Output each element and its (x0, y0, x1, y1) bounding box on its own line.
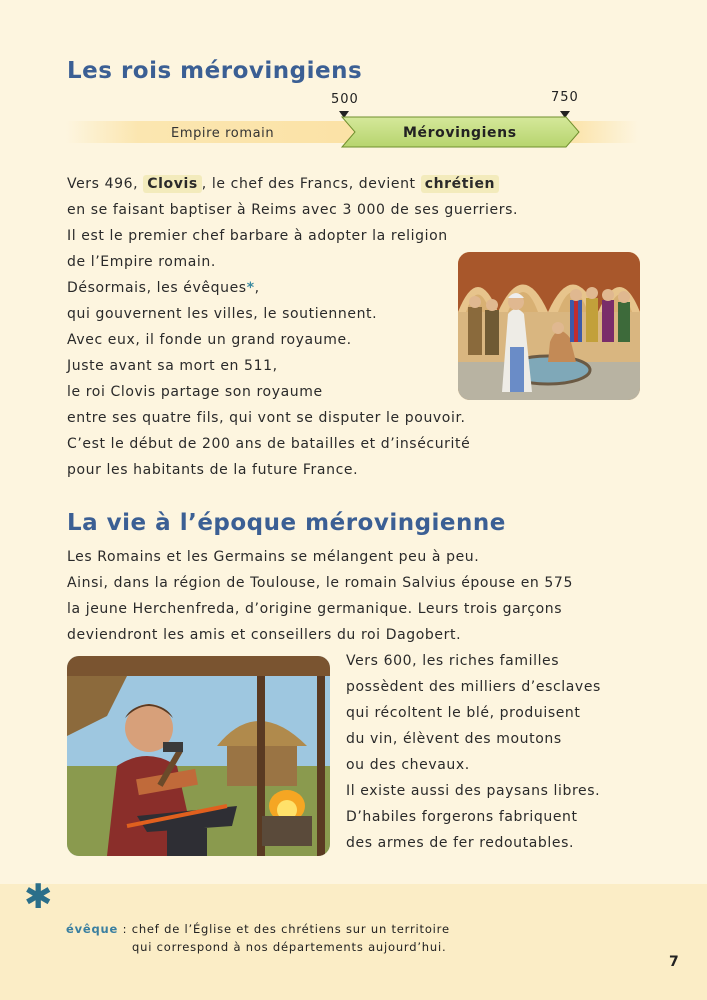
text-line: entre ses quatre fils, qui vont se disputer le pouvoir. (67, 410, 466, 426)
text-line: C’est le début de 200 ans de batailles et d’insécurité (67, 436, 471, 452)
glossary-term: évêque (66, 922, 119, 936)
text-line: qui récoltent le blé, produisent (346, 705, 581, 721)
text-line: ou des chevaux. (346, 757, 470, 773)
text-line: Les Romains et les Germains se mélangent peu à peu. (67, 549, 480, 565)
page-number: 7 (669, 954, 679, 970)
highlight-clovis: Clovis (143, 175, 202, 193)
timeline-period-label: Mérovingiens (403, 125, 517, 141)
blacksmith-illustration (67, 656, 330, 856)
text-line: Vers 496, Clovis , le chef des Francs, devient chrétien (67, 171, 518, 197)
glossary: évêque : chef de l’Église et des chrétiens sur un territoire qui correspond à nos départements aujourd’hui. (66, 922, 450, 954)
timeline-year-start: 500 (331, 92, 359, 107)
text-line: Il est le premier chef barbare à adopter la religion (67, 228, 448, 244)
section2-text (67, 544, 573, 648)
text-line: de l’Empire romain. (67, 254, 216, 270)
timeline-before-label: Empire romain (171, 126, 275, 141)
text-line: deviendront les amis et conseillers du roi Dagobert. (67, 627, 462, 643)
text-line: pour les habitants de la future France. (67, 462, 359, 478)
text-line: du vin, élèvent des moutons (346, 731, 562, 747)
footnote-asterisk: * (246, 280, 255, 296)
text-line: possèdent des milliers d’esclaves (346, 679, 601, 695)
text-line: le roi Clovis partage son royaume (67, 384, 323, 400)
glossary-definition-cont: qui correspond à nos départements aujourd’hui. (132, 940, 447, 954)
text-line: la jeune Herchenfreda, d’origine germanique. Leurs trois garçons (67, 601, 563, 617)
text-line: Juste avant sa mort en 511, (67, 358, 278, 374)
text-line: Désormais, les évêques*, (67, 280, 260, 296)
section2-side-text (346, 648, 601, 856)
text-line: Il existe aussi des paysans libres. (346, 783, 601, 799)
section1-text (67, 171, 518, 483)
text-line: Ainsi, dans la région de Toulouse, le romain Salvius épouse en 575 (67, 575, 573, 591)
text-line: en se faisant baptiser à Reims avec 3 000 de ses guerriers. (67, 202, 519, 218)
section-title-merovingian-kings: Les rois mérovingiens (67, 58, 363, 84)
asterisk-icon: ✱ (24, 877, 53, 917)
text-line: qui gouvernent les villes, le soutiennent. (67, 306, 378, 322)
glossary-definition: chef de l’Église et des chrétiens sur un territoire (131, 922, 450, 936)
text-line: des armes de fer redoutables. (346, 835, 575, 851)
text-line: Avec eux, il fonde un grand royaume. (67, 332, 352, 348)
section-title-merovingian-life: La vie à l’époque mérovingienne (67, 510, 506, 536)
highlight-chretien: chrétien (421, 175, 499, 193)
text-line: Vers 600, les riches familles (346, 653, 560, 669)
baptism-illustration (458, 252, 640, 400)
text-line: D’habiles forgerons fabriquent (346, 809, 578, 825)
timeline-bar (66, 114, 638, 150)
timeline-year-end: 750 (551, 90, 579, 105)
